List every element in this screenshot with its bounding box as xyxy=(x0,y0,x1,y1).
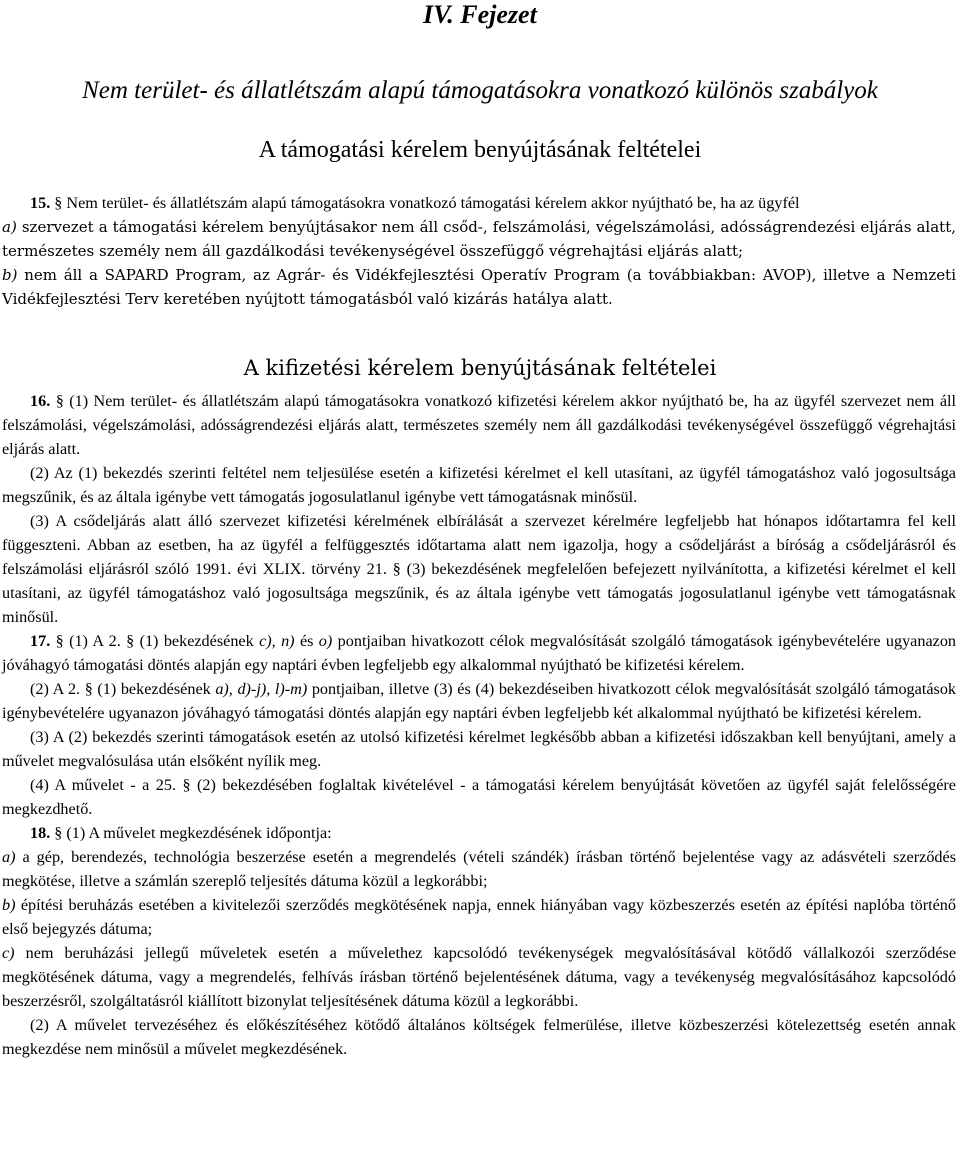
section-payment-body xyxy=(2,389,956,1061)
paragraph-16-2: (2) Az (1) bekezdés szerinti feltétel nem teljesülése esetén a kifizetési kérelmet el kell utasítani, az ügyfél támogatáshoz való jogosultsága megszűnik, és az általa igénybe vett támogatás jogosulatlanul igénybe vett támogatásnak minősül. xyxy=(2,464,956,506)
paragraph-text: pontjaiban hivatkozott célok megvalósítását szolgáló támogatások igénybevételére ugyanazon jóváhagyó támogatási döntés alapján egy naptári évben legfeljebb egy alkalommal nyújtható be kifizetési kérelem. xyxy=(2,632,957,674)
paragraph-17-4: (4) A művelet - a 25. § (2) bekezdésében foglaltak kivételével - a támogatási kérelem benyújtását követően az ügyfél saját felelősségére megkezdhető. xyxy=(2,776,956,818)
paragraph-18-1 xyxy=(2,821,956,845)
section-application-body xyxy=(2,191,956,311)
paragraph-number: 18. xyxy=(30,824,51,842)
point-text: nem beruházási jellegű műveletek esetén a művelethez kapcsolódó tevékenységek megvalósításával kötődő vállalkozói szerződése megkötésének dátuma, vagy a megrendelés, felhívás írásban történő bejelentésének dátuma, vagy a tevékenység megvalósításához kapcsolódó beszerzésről, szolgáltatásról kiállított bizonylat teljesítésének dátuma közül a legkorábbi. xyxy=(2,944,956,1010)
point-text: szervezet a támogatási kérelem benyújtásakor nem áll csőd-, felszámolási, végelszámolási, adósságrendezési eljárás alatt, természetes személy nem áll gazdálkodási tevékenységével összefüggő végrehajtási eljárás alatt; xyxy=(2,218,956,260)
paragraph-17-1 xyxy=(2,629,956,677)
point-references: a), d)-j), l)-m) xyxy=(215,680,308,698)
point-label: c) xyxy=(2,944,15,962)
paragraph-16-1 xyxy=(2,389,956,461)
point-text: építési beruházás esetében a kivitelezői szerződés megkötésének napja, ennek hiányában vagy közbeszerzés esetén az építési naplóba történő első bejegyzés dátuma; xyxy=(2,896,956,938)
paragraph-18-point-c xyxy=(2,941,956,1013)
point-label: b) xyxy=(2,266,18,284)
paragraph-15-point-b xyxy=(2,263,956,311)
paragraph-number: 16. xyxy=(30,392,51,410)
paragraph-text: (2) A 2. § (1) bekezdésének xyxy=(30,680,211,698)
point-references: o) xyxy=(318,632,333,650)
paragraph-17-3: (3) A (2) bekezdés szerinti támogatások esetén az utolsó kifizetési kérelmet legkésőbb abban a kifizetési időszakban kell benyújtani, amely a művelet megvalósulása után elsőként nyílik meg. xyxy=(2,728,956,770)
paragraph-15 xyxy=(2,191,956,215)
section-heading-application: A támogatási kérelem benyújtásának feltételei xyxy=(258,137,702,163)
paragraph-text: § Nem terület- és állatlétszám alapú támogatásokra vonatkozó támogatási kérelem akkor nyújtható be, ha az ügyfél xyxy=(54,194,800,212)
point-label: a) xyxy=(2,218,17,236)
paragraph-text: § (1) A 2. § (1) bekezdésének xyxy=(55,632,254,650)
point-text: a gép, berendezés, technológia beszerzése esetén a megrendelés (vételi szándék) írásban történő bejelentése vagy az adásvételi szerződés megkötése, illetve a számlán szereplő teljesítés dátuma közül a legkorábbi; xyxy=(2,848,956,890)
point-label: b) xyxy=(2,896,16,914)
chapter-title: Nem terület- és állatlétszám alapú támogatásokra vonatkozó különös szabályok xyxy=(82,77,878,104)
paragraph-text: pontjaiban, illetve (3) és (4) bekezdéseiben hivatkozott célok megvalósítását szolgáló támogatások igénybevételére ugyanazon jóváhagyó támogatási döntés alapján egy naptári évben legfeljebb két alkalommal nyújtható be kifizetési kérelem. xyxy=(2,680,957,722)
conjunction: és xyxy=(299,632,314,650)
chapter-heading: IV. Fejezet xyxy=(423,0,537,29)
section-heading-payment: A kifizetési kérelem benyújtásának feltételei xyxy=(243,356,717,380)
paragraph-number: 15. xyxy=(30,194,51,212)
paragraph-18-point-b xyxy=(2,893,956,941)
point-references: c), n) xyxy=(259,632,295,650)
paragraph-17-2 xyxy=(2,677,956,725)
paragraph-18-2: (2) A művelet tervezéséhez és előkészítéséhez kötődő általános költségek felmerülése, illetve közbeszerzési kötelezettség esetén annak megkezdése nem minősül a művelet megkezdésének. xyxy=(2,1016,956,1058)
paragraph-number: 17. xyxy=(30,632,51,650)
point-text: nem áll a SAPARD Program, az Agrár- és Vidékfejlesztési Operatív Program (a továbbiakban: AVOP), illetve a Nemzeti Vidékfejlesztési Terv keretében nyújtott támogatásból való kizárás hatálya alatt. xyxy=(2,266,956,308)
point-label: a) xyxy=(2,848,16,866)
paragraph-15-point-a xyxy=(2,215,956,263)
paragraph-text: § (1) A művelet megkezdésének időpontja: xyxy=(54,824,332,842)
paragraph-16-3: (3) A csődeljárás alatt álló szervezet kifizetési kérelmének elbírálását a szervezet kérelmére legfeljebb hat hónapos időtartamra fel kell függeszteni. Abban az esetben, ha az ügyfél a felfüggesztés időtartama alatt nem igazolja, hogy a csődeljárást a bíróság a csődeljárásról és felszámolási eljárásról szóló 1991. évi XLIX. törvény 21. § (3) bekezdésének megfelelően befejezett nyilvánította, a kifizetési kérelmet el kell utasítani, az ügyfél támogatáshoz való jogosultsága megszűnik, és az általa igénybe vett támogatás jogosulatlanul igénybe vett támogatásnak minősül. xyxy=(2,512,956,626)
paragraph-text: § (1) Nem terület- és állatlétszám alapú támogatásokra vonatkozó kifizetési kérelem akkor nyújtható be, ha az ügyfél szervezet nem áll felszámolási, végelszámolási, adósságrendezési eljárás alatt, természetes személy nem áll gazdálkodási tevékenységével összefüggő végrehajtási eljárás alatt. xyxy=(2,392,957,458)
paragraph-18-point-a xyxy=(2,845,956,893)
